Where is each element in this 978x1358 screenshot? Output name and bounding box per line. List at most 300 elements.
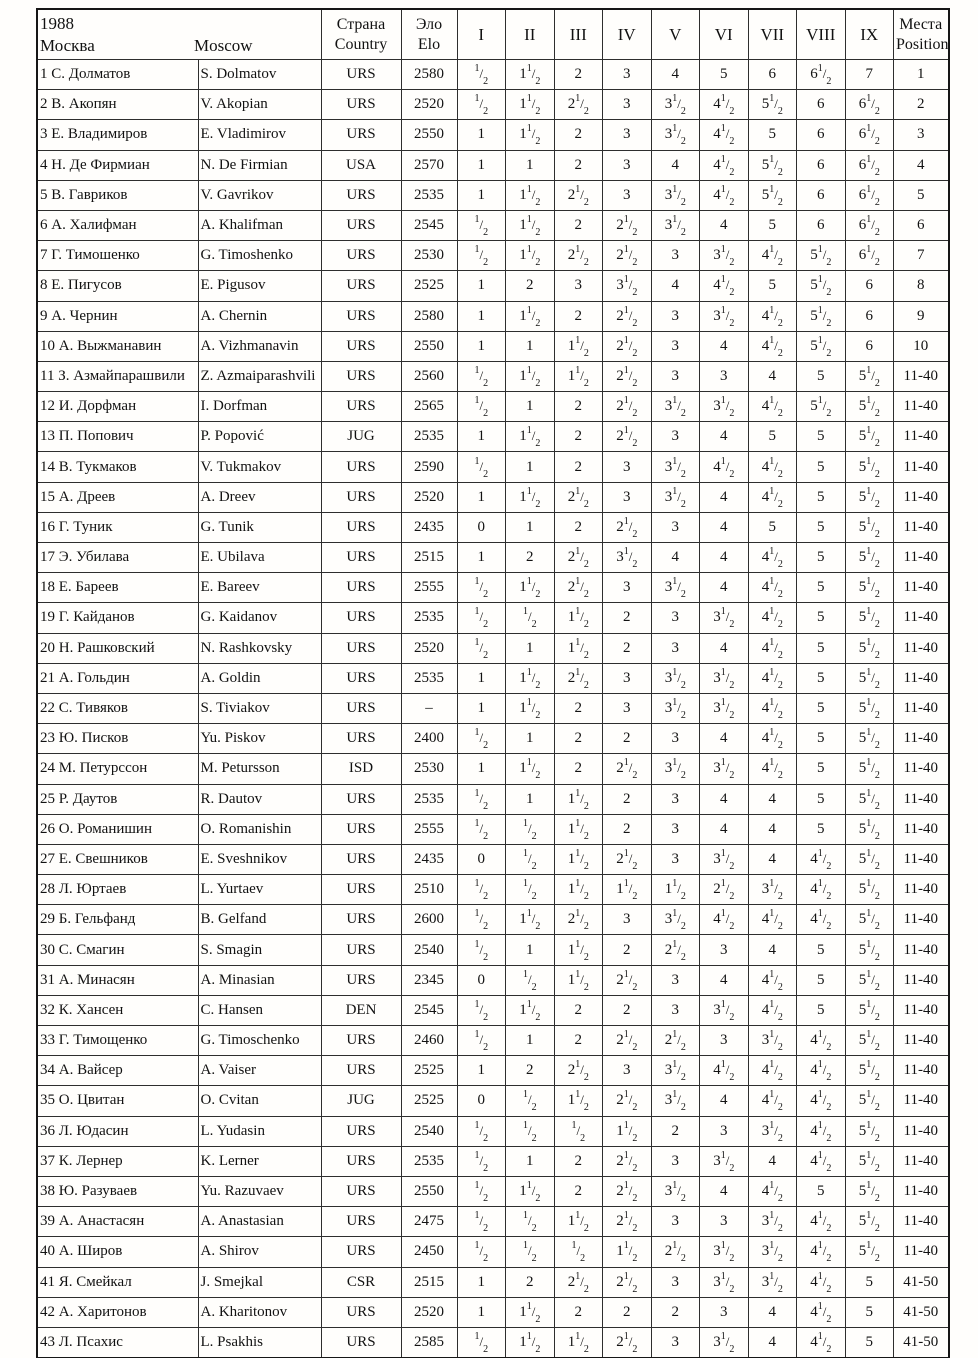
final-position: 10 xyxy=(894,331,949,361)
round-8-score: 5 xyxy=(797,754,846,784)
elo-rating: 2535 xyxy=(401,784,457,814)
player-name-ru: 20 Н. Рашковский xyxy=(37,633,198,663)
round-2-score: $1^1/_2$ xyxy=(506,301,555,331)
table-row xyxy=(37,814,949,844)
round-1-score: $^1/_2$ xyxy=(457,633,506,663)
country-label-en: Country xyxy=(334,35,388,53)
player-name-ru: 19 Г. Кайданов xyxy=(37,603,198,633)
round-6-score: $3^1/_2$ xyxy=(700,1267,749,1297)
round-7-score: $4^1/_2$ xyxy=(748,663,797,693)
round-3-score: $2^1/_2$ xyxy=(554,241,603,271)
round-4-score: 3 xyxy=(603,150,652,180)
table-header xyxy=(37,9,949,60)
round-1-score: 1 xyxy=(457,180,506,210)
player-name-en: A. Anastasian xyxy=(198,1207,321,1237)
round-4-score: 3 xyxy=(603,452,652,482)
round-7-score: $3^1/_2$ xyxy=(748,1237,797,1267)
elo-rating: 2580 xyxy=(401,301,457,331)
elo-rating: 2460 xyxy=(401,1026,457,1056)
round-7-score: 4 xyxy=(748,844,797,874)
round-8-score: $5^1/_2$ xyxy=(797,241,846,271)
round-6-score: 4 xyxy=(700,633,749,663)
round-2-score: $^1/_2$ xyxy=(506,814,555,844)
table-row xyxy=(37,1116,949,1146)
round-7-score: $4^1/_2$ xyxy=(748,331,797,361)
round-2-score: 1 xyxy=(506,452,555,482)
player-name-en: B. Gelfand xyxy=(198,905,321,935)
elo-rating: 2580 xyxy=(401,60,457,90)
round-6-score: $3^1/_2$ xyxy=(700,603,749,633)
round-8-score: 5 xyxy=(797,512,846,542)
round-6-score: 4 xyxy=(700,724,749,754)
player-name-ru: 29 Б. Гельфанд xyxy=(37,905,198,935)
player-name-en: L. Psakhis xyxy=(198,1327,321,1358)
round-7-score: 6 xyxy=(748,60,797,90)
round-9-score: $5^1/_2$ xyxy=(845,482,894,512)
table-row xyxy=(37,392,949,422)
round-9-score: 5 xyxy=(845,1327,894,1358)
final-position: 11-40 xyxy=(894,814,949,844)
round-1-score: $^1/_2$ xyxy=(457,1176,506,1206)
round-4-score: $2^1/_2$ xyxy=(603,965,652,995)
final-position: 11-40 xyxy=(894,1237,949,1267)
round-9-score: $5^1/_2$ xyxy=(845,905,894,935)
player-name-ru: 40 А. Широв xyxy=(37,1237,198,1267)
table-row xyxy=(37,120,949,150)
country-code: URS xyxy=(321,60,401,90)
player-name-en: V. Gavrikov xyxy=(198,180,321,210)
round-1-score: 0 xyxy=(457,512,506,542)
table-row xyxy=(37,693,949,723)
round-1-score: 1 xyxy=(457,271,506,301)
round-4-score: 2 xyxy=(603,995,652,1025)
round-2-score: $^1/_2$ xyxy=(506,603,555,633)
round-6-score: $3^1/_2$ xyxy=(700,1237,749,1267)
country-code: ISD xyxy=(321,754,401,784)
round-3-score: $2^1/_2$ xyxy=(554,543,603,573)
country-code: URS xyxy=(321,452,401,482)
round-3-score: $2^1/_2$ xyxy=(554,1267,603,1297)
player-number: 8 xyxy=(40,277,48,294)
round-6-score: 5 xyxy=(700,60,749,90)
final-position: 11-40 xyxy=(894,693,949,723)
round-3-score: 2 xyxy=(554,452,603,482)
country-column-header xyxy=(321,9,401,60)
round-1-score: $^1/_2$ xyxy=(457,875,506,905)
table-row xyxy=(37,875,949,905)
round-7-score: $4^1/_2$ xyxy=(748,633,797,663)
player-name-en: G. Kaidanov xyxy=(198,603,321,633)
table-row xyxy=(37,1146,949,1176)
round-1-score: $^1/_2$ xyxy=(457,1116,506,1146)
round-5-score: $2^1/_2$ xyxy=(651,1237,700,1267)
round-8-score: 5 xyxy=(797,452,846,482)
round-7-score: $4^1/_2$ xyxy=(748,241,797,271)
round-5-score: $3^1/_2$ xyxy=(651,482,700,512)
round-5-score: 4 xyxy=(651,60,700,90)
round-7-score: $4^1/_2$ xyxy=(748,724,797,754)
round-1-score: $^1/_2$ xyxy=(457,724,506,754)
table-row xyxy=(37,1207,949,1237)
round-7-score: $5^1/_2$ xyxy=(748,90,797,120)
elo-rating: 2530 xyxy=(401,754,457,784)
table-row xyxy=(37,452,949,482)
country-code: JUG xyxy=(321,422,401,452)
country-code: URS xyxy=(321,543,401,573)
round-5-score: $3^1/_2$ xyxy=(651,573,700,603)
position-label-ru: Места xyxy=(899,15,943,33)
player-name-ru: 1 С. Долматов xyxy=(37,60,198,90)
round-4-score: 3 xyxy=(603,120,652,150)
round-2-score: 1 xyxy=(506,935,555,965)
round-header-5: V xyxy=(651,9,700,60)
round-9-score: 5 xyxy=(845,1267,894,1297)
round-4-score: 3 xyxy=(603,180,652,210)
player-name-ru: 8 Е. Пигусов xyxy=(37,271,198,301)
table-row xyxy=(37,271,949,301)
round-8-score: $5^1/_2$ xyxy=(797,301,846,331)
round-9-score: $5^1/_2$ xyxy=(845,603,894,633)
round-1-score: $^1/_2$ xyxy=(457,1026,506,1056)
round-3-score: 2 xyxy=(554,60,603,90)
round-7-score: $4^1/_2$ xyxy=(748,995,797,1025)
player-name-en: C. Hansen xyxy=(198,995,321,1025)
round-4-score: 2 xyxy=(603,1297,652,1327)
elo-rating: 2550 xyxy=(401,120,457,150)
round-7-score: 4 xyxy=(748,814,797,844)
table-row xyxy=(37,784,949,814)
elo-rating: 2570 xyxy=(401,150,457,180)
round-6-score: $4^1/_2$ xyxy=(700,150,749,180)
round-5-score: 4 xyxy=(651,150,700,180)
round-5-score: 3 xyxy=(651,301,700,331)
round-3-score: 2 xyxy=(554,1026,603,1056)
round-7-score: $4^1/_2$ xyxy=(748,965,797,995)
round-7-score: $4^1/_2$ xyxy=(748,543,797,573)
round-9-score: $5^1/_2$ xyxy=(845,995,894,1025)
player-name-ru: 39 А. Анастасян xyxy=(37,1207,198,1237)
round-3-score: 2 xyxy=(554,512,603,542)
elo-rating: 2550 xyxy=(401,331,457,361)
round-2-score: $1^1/_2$ xyxy=(506,995,555,1025)
player-name-en: J. Smejkal xyxy=(198,1267,321,1297)
table-row xyxy=(37,1327,949,1358)
round-3-score: 2 xyxy=(554,422,603,452)
round-2-score: $1^1/_2$ xyxy=(506,422,555,452)
player-name-en: E. Sveshnikov xyxy=(198,844,321,874)
round-5-score: $3^1/_2$ xyxy=(651,905,700,935)
country-code: URS xyxy=(321,693,401,723)
round-1-score: 1 xyxy=(457,754,506,784)
round-6-score: 4 xyxy=(700,331,749,361)
country-code: URS xyxy=(321,965,401,995)
player-number: 13 xyxy=(40,428,55,445)
player-number: 9 xyxy=(40,307,48,324)
round-5-score: 3 xyxy=(651,814,700,844)
final-position: 11-40 xyxy=(894,482,949,512)
round-3-score: $^1/_2$ xyxy=(554,1116,603,1146)
player-name-ru: 18 Е. Бареев xyxy=(37,573,198,603)
round-4-score: 3 xyxy=(603,573,652,603)
country-code: URS xyxy=(321,633,401,663)
player-number: 38 xyxy=(40,1183,55,1200)
country-code: URS xyxy=(321,844,401,874)
round-8-score: 5 xyxy=(797,693,846,723)
player-number: 7 xyxy=(40,247,48,264)
round-5-score: $3^1/_2$ xyxy=(651,663,700,693)
player-name-en: O. Romanishin xyxy=(198,814,321,844)
round-1-score: 1 xyxy=(457,422,506,452)
player-name-ru: 10 А. Выжманавин xyxy=(37,331,198,361)
round-2-score: $1^1/_2$ xyxy=(506,754,555,784)
player-name-en: G. Timoschenko xyxy=(198,1026,321,1056)
player-number: 24 xyxy=(40,760,55,777)
round-8-score: $4^1/_2$ xyxy=(797,1056,846,1086)
final-position: 11-40 xyxy=(894,603,949,633)
elo-rating: 2535 xyxy=(401,180,457,210)
round-8-score: 6 xyxy=(797,150,846,180)
round-2-score: $1^1/_2$ xyxy=(506,60,555,90)
final-position: 41-50 xyxy=(894,1297,949,1327)
round-9-score: $5^1/_2$ xyxy=(845,814,894,844)
elo-rating: 2345 xyxy=(401,965,457,995)
round-8-score: 6 xyxy=(797,180,846,210)
country-code: URS xyxy=(321,603,401,633)
round-4-score: $2^1/_2$ xyxy=(603,1327,652,1358)
country-code: URS xyxy=(321,1176,401,1206)
round-5-score: 4 xyxy=(651,271,700,301)
elo-rating: 2540 xyxy=(401,935,457,965)
player-name-ru: 2 В. Акопян xyxy=(37,90,198,120)
round-8-score: 5 xyxy=(797,784,846,814)
round-3-score: $1^1/_2$ xyxy=(554,965,603,995)
final-position: 11-40 xyxy=(894,361,949,391)
player-number: 22 xyxy=(40,700,55,717)
round-1-score: 0 xyxy=(457,965,506,995)
player-name-ru: 7 Г. Тимошенко xyxy=(37,241,198,271)
round-7-score: $4^1/_2$ xyxy=(748,301,797,331)
elo-rating: 2550 xyxy=(401,1176,457,1206)
round-4-score: $3^1/_2$ xyxy=(603,271,652,301)
table-row xyxy=(37,1056,949,1086)
country-code: URS xyxy=(321,90,401,120)
round-3-score: 2 xyxy=(554,754,603,784)
elo-rating: 2535 xyxy=(401,603,457,633)
round-5-score: $3^1/_2$ xyxy=(651,693,700,723)
round-2-score: $^1/_2$ xyxy=(506,965,555,995)
round-9-score: $6^1/_2$ xyxy=(845,180,894,210)
round-6-score: $3^1/_2$ xyxy=(700,241,749,271)
table-row xyxy=(37,180,949,210)
player-name-en: L. Yurtaev xyxy=(198,875,321,905)
round-6-score: $3^1/_2$ xyxy=(700,693,749,723)
round-1-score: $^1/_2$ xyxy=(457,995,506,1025)
player-name-ru: 26 О. Романишин xyxy=(37,814,198,844)
round-6-score: 4 xyxy=(700,573,749,603)
round-6-score: $3^1/_2$ xyxy=(700,995,749,1025)
table-row xyxy=(37,965,949,995)
final-position: 9 xyxy=(894,301,949,331)
round-7-score: $4^1/_2$ xyxy=(748,452,797,482)
round-2-score: $1^1/_2$ xyxy=(506,210,555,240)
round-4-score: $2^1/_2$ xyxy=(603,844,652,874)
round-header-2: II xyxy=(506,9,555,60)
player-name-ru: 12 И. Дорфман xyxy=(37,392,198,422)
round-7-score: 5 xyxy=(748,120,797,150)
player-name-ru: 24 М. Петурссон xyxy=(37,754,198,784)
round-9-score: $5^1/_2$ xyxy=(845,1116,894,1146)
elo-rating: 2520 xyxy=(401,1297,457,1327)
round-3-score: 3 xyxy=(554,271,603,301)
elo-rating: 2515 xyxy=(401,543,457,573)
round-4-score: $1^1/_2$ xyxy=(603,1237,652,1267)
player-name-ru: 11 З. Азмайпарашвили xyxy=(37,361,198,391)
round-7-score: 4 xyxy=(748,361,797,391)
player-name-ru: 38 Ю. Разуваев xyxy=(37,1176,198,1206)
round-2-score: 1 xyxy=(506,784,555,814)
round-9-score: $5^1/_2$ xyxy=(845,754,894,784)
round-8-score: $4^1/_2$ xyxy=(797,875,846,905)
round-7-score: $4^1/_2$ xyxy=(748,754,797,784)
round-8-score: $6^1/_2$ xyxy=(797,60,846,90)
table-row xyxy=(37,150,949,180)
country-code: URS xyxy=(321,663,401,693)
player-name-ru: 13 П. Попович xyxy=(37,422,198,452)
round-6-score: 3 xyxy=(700,1207,749,1237)
player-number: 20 xyxy=(40,639,55,656)
player-number: 14 xyxy=(40,458,55,475)
round-8-score: 5 xyxy=(797,663,846,693)
final-position: 5 xyxy=(894,180,949,210)
player-number: 3 xyxy=(40,126,48,143)
round-3-score: $1^1/_2$ xyxy=(554,603,603,633)
round-2-score: $1^1/_2$ xyxy=(506,241,555,271)
round-3-score: 2 xyxy=(554,693,603,723)
final-position: 2 xyxy=(894,90,949,120)
round-8-score: $4^1/_2$ xyxy=(797,1207,846,1237)
final-position: 11-40 xyxy=(894,784,949,814)
elo-rating: 2515 xyxy=(401,1267,457,1297)
country-code: URS xyxy=(321,935,401,965)
round-3-score: 2 xyxy=(554,1146,603,1176)
round-8-score: 5 xyxy=(797,995,846,1025)
round-2-score: 1 xyxy=(506,1026,555,1056)
round-5-score: $3^1/_2$ xyxy=(651,452,700,482)
round-6-score: $3^1/_2$ xyxy=(700,1327,749,1358)
round-7-score: $5^1/_2$ xyxy=(748,150,797,180)
round-5-score: 3 xyxy=(651,724,700,754)
country-code: URS xyxy=(321,361,401,391)
table-row xyxy=(37,1176,949,1206)
final-position: 11-40 xyxy=(894,724,949,754)
final-position: 6 xyxy=(894,210,949,240)
round-7-score: $3^1/_2$ xyxy=(748,1026,797,1056)
player-number: 40 xyxy=(40,1243,55,1260)
player-name-en: Z. Azmaiparashvili xyxy=(198,361,321,391)
round-8-score: $4^1/_2$ xyxy=(797,905,846,935)
player-name-ru: 25 Р. Даутов xyxy=(37,784,198,814)
round-8-score: 5 xyxy=(797,603,846,633)
player-name-ru: 5 В. Гавриков xyxy=(37,180,198,210)
round-9-score: $6^1/_2$ xyxy=(845,90,894,120)
elo-rating: 2525 xyxy=(401,1086,457,1116)
elo-rating: 2535 xyxy=(401,663,457,693)
round-2-score: $1^1/_2$ xyxy=(506,573,555,603)
final-position: 3 xyxy=(894,120,949,150)
round-9-score: $6^1/_2$ xyxy=(845,120,894,150)
round-5-score: 3 xyxy=(651,1207,700,1237)
round-9-score: $5^1/_2$ xyxy=(845,784,894,814)
round-8-score: $4^1/_2$ xyxy=(797,1237,846,1267)
player-number: 21 xyxy=(40,669,55,686)
player-name-en: N. Rashkovsky xyxy=(198,633,321,663)
player-number: 19 xyxy=(40,609,55,626)
final-position: 11-40 xyxy=(894,965,949,995)
elo-rating: 2435 xyxy=(401,844,457,874)
final-position: 11-40 xyxy=(894,1086,949,1116)
round-8-score: $4^1/_2$ xyxy=(797,844,846,874)
elo-rating: 2535 xyxy=(401,422,457,452)
final-position: 11-40 xyxy=(894,1056,949,1086)
table-row xyxy=(37,995,949,1025)
player-number: 1 xyxy=(40,66,48,83)
round-header-9: IX xyxy=(845,9,894,60)
table-row xyxy=(37,331,949,361)
player-name-ru: 23 Ю. Писков xyxy=(37,724,198,754)
round-2-score: 1 xyxy=(506,633,555,663)
round-7-score: 5 xyxy=(748,210,797,240)
round-9-score: 6 xyxy=(845,271,894,301)
round-9-score: $5^1/_2$ xyxy=(845,512,894,542)
round-2-score: 1 xyxy=(506,512,555,542)
round-2-score: 2 xyxy=(506,1267,555,1297)
round-8-score: $4^1/_2$ xyxy=(797,1116,846,1146)
final-position: 11-40 xyxy=(894,633,949,663)
final-position: 11-40 xyxy=(894,663,949,693)
country-code: URS xyxy=(321,120,401,150)
player-name-ru: 35 О. Цвитан xyxy=(37,1086,198,1116)
round-7-score: 5 xyxy=(748,512,797,542)
elo-rating: 2520 xyxy=(401,90,457,120)
table-row xyxy=(37,301,949,331)
player-number: 34 xyxy=(40,1062,55,1079)
round-5-score: 3 xyxy=(651,422,700,452)
player-name-ru: 16 Г. Туник xyxy=(37,512,198,542)
round-5-score: $3^1/_2$ xyxy=(651,1056,700,1086)
round-2-score: $^1/_2$ xyxy=(506,1086,555,1116)
player-number: 31 xyxy=(40,971,55,988)
round-6-score: 4 xyxy=(700,210,749,240)
round-header-3: III xyxy=(554,9,603,60)
round-8-score: 5 xyxy=(797,361,846,391)
round-1-score: 1 xyxy=(457,150,506,180)
round-2-score: $^1/_2$ xyxy=(506,1237,555,1267)
final-position: 41-50 xyxy=(894,1327,949,1358)
table-row xyxy=(37,905,949,935)
player-name-en: A. Khalifman xyxy=(198,210,321,240)
country-code: URS xyxy=(321,1237,401,1267)
round-7-score: $5^1/_2$ xyxy=(748,180,797,210)
round-6-score: $4^1/_2$ xyxy=(700,90,749,120)
table-row xyxy=(37,210,949,240)
round-7-score: $4^1/_2$ xyxy=(748,573,797,603)
round-header-8: VIII xyxy=(797,9,846,60)
round-9-score: 5 xyxy=(845,1297,894,1327)
round-1-score: 1 xyxy=(457,663,506,693)
round-4-score: $2^1/_2$ xyxy=(603,1086,652,1116)
round-8-score: $4^1/_2$ xyxy=(797,1327,846,1358)
round-3-score: $1^1/_2$ xyxy=(554,1207,603,1237)
